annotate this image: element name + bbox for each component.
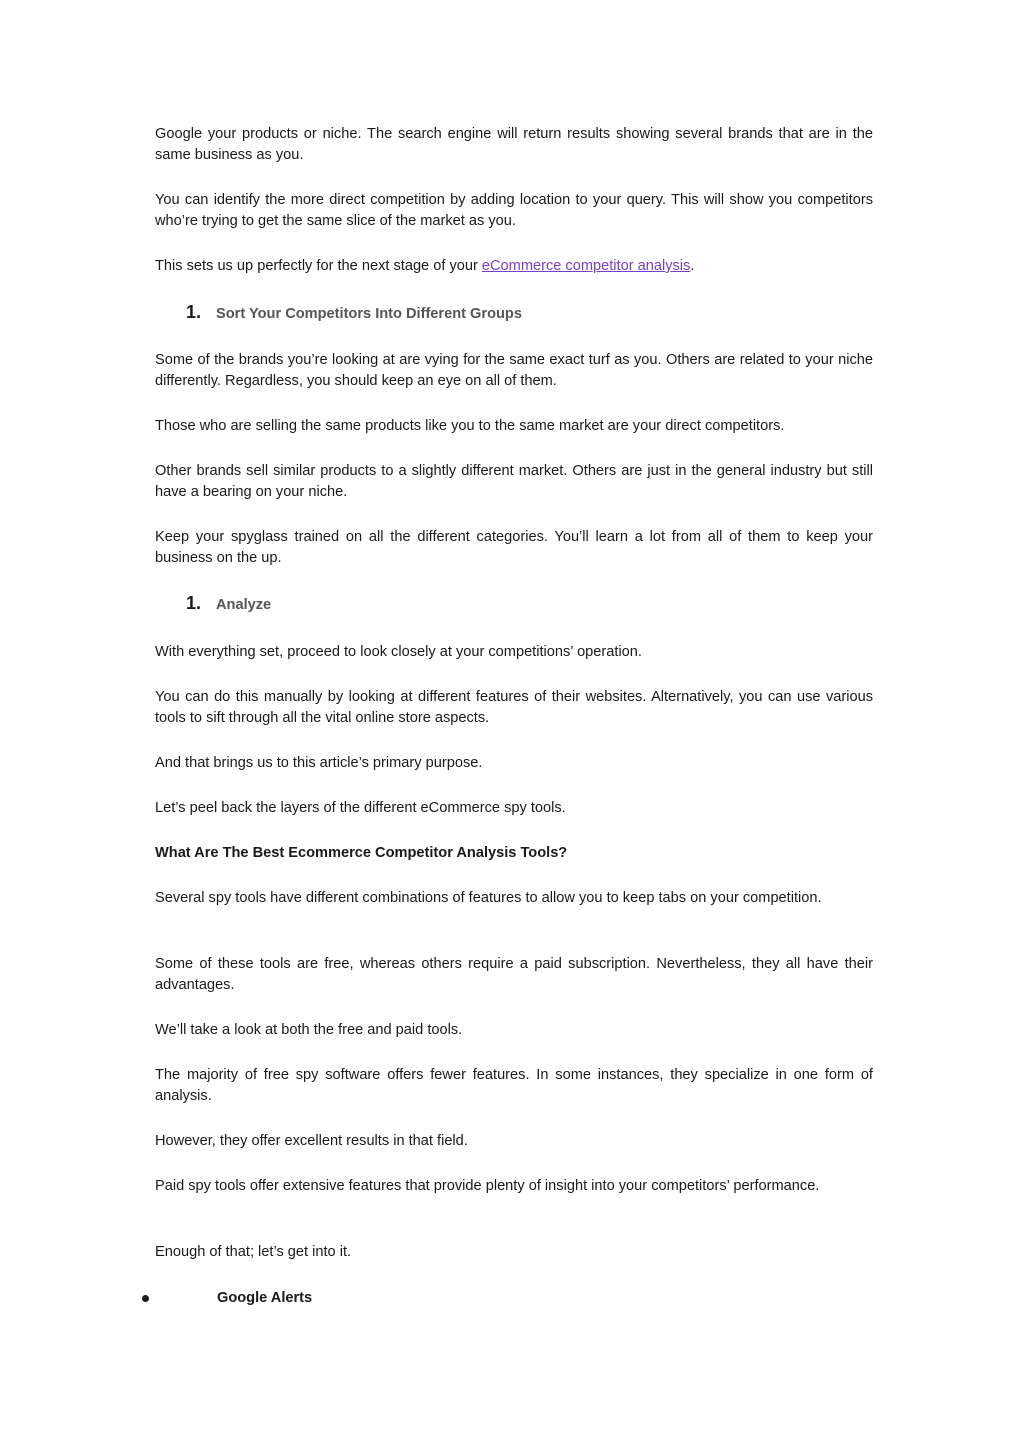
paragraph: Let’s peel back the layers of the different eCommerce spy tools.: [155, 800, 566, 816]
paragraph: Google your products or niche. The search engine will return results showing several brands that are in the same business as you.: [155, 126, 873, 163]
heading-label: Google Alerts: [217, 1290, 313, 1306]
ecommerce-competitor-analysis-link[interactable]: eCommerce competitor analysis: [481, 258, 691, 274]
paragraph: You can do this manually by looking at different features of their websites. Alternatively, you can use various tools to sift through all the vital online store aspects.: [155, 689, 873, 726]
paragraph: Keep your spyglass trained on all the different categories. You’ll learn a lot from all of them to keep your business on the up.: [155, 529, 873, 566]
paragraph: Other brands sell similar products to a slightly different market. Others are just in the general industry but still have a bearing on your niche.: [155, 463, 873, 500]
paragraph: We’ll take a look at both the free and paid tools.: [155, 1022, 463, 1038]
paragraph: Several spy tools have different combinations of features to allow you to keep tabs on your competition.: [155, 890, 822, 906]
paragraph-with-link: [155, 256, 873, 277]
paragraph-text: .: [690, 258, 695, 274]
paragraph: Those who are selling the same products like you to the same market are your direct competitors.: [155, 418, 785, 434]
paragraph: And that brings us to this article’s primary purpose.: [155, 755, 483, 771]
paragraph: Some of these tools are free, whereas others require a paid subscription. Nevertheless, they all have their advantages.: [155, 956, 873, 993]
list-number: 1.: [186, 593, 202, 613]
paragraph: With everything set, proceed to look closely at your competitions’ operation.: [155, 644, 642, 660]
list-number: 1.: [186, 302, 202, 322]
numbered-heading: [186, 302, 522, 326]
section-heading: What Are The Best Ecommerce Competitor Analysis Tools?: [155, 845, 568, 861]
paragraph: Some of the brands you’re looking at are vying for the same exact turf as you. Others are related to your niche differently. Regardless, you should keep an eye on all of them.: [155, 352, 873, 389]
heading-label: Sort Your Competitors Into Different Groups: [216, 306, 522, 322]
paragraph: Enough of that; let’s get into it.: [155, 1244, 352, 1260]
bullet-icon: [142, 1295, 149, 1302]
bulleted-heading: [142, 1287, 312, 1309]
paragraph: The majority of free spy software offers fewer features. In some instances, they specialize in one form of analysis.: [155, 1067, 873, 1104]
heading-label: Analyze: [216, 597, 272, 613]
paragraph-text: This sets us up perfectly for the next stage of your: [155, 258, 482, 274]
paragraph: However, they offer excellent results in that field.: [155, 1133, 468, 1149]
numbered-heading: [186, 593, 271, 617]
paragraph: Paid spy tools offer extensive features that provide plenty of insight into your competitors’ performance.: [155, 1178, 820, 1194]
paragraph: You can identify the more direct competition by adding location to your query. This will show you competitors who’re trying to get the same slice of the market as you.: [155, 192, 873, 229]
